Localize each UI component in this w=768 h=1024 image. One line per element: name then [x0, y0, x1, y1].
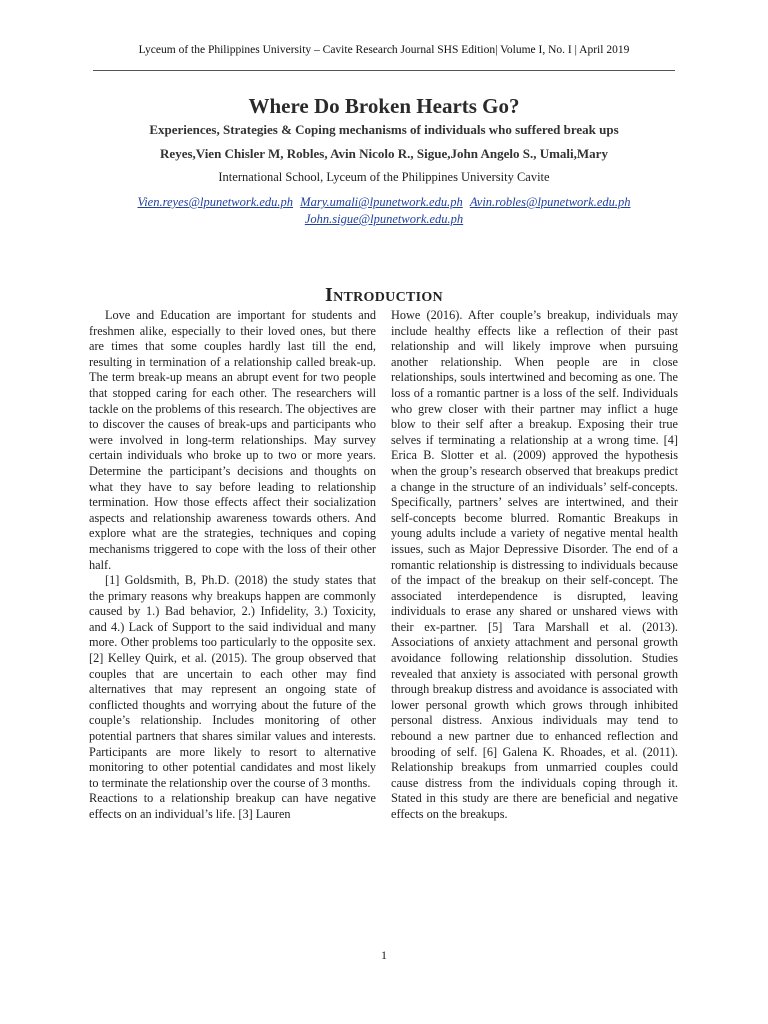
paragraph: Howe (2016). After couple’s breakup, individuals may include healthy effects like a reflection of their past relationship and will likely improve when pursuing another relationship. When people are in close relationships, souls intertwined and becoming as one. The loss of a romantic partner is a loss of the self. Individuals who grew closer with their partner may inflict a huge blow to their self after a breakup. Exposing their true selves if terminating a relationship at a wrong time. [4] Erica B. Slotter et al. (2009) approved the hypothesis when the group’s research observed that breakups predict a change in the structure of an individuals’ self-concepts. Specifically, partners’ selves are intertwined, and their self-concepts become blurred. Romantic Breakups in young adults include a variety of negative mental health issues, such as Major Depressive Disorder. The end of a romantic relationship is distressing to individuals because of the impact of the breakup on their self-concept. The associated interdependence is disrupted, leaving individuals to erase any shared or unshared views with their ex-partner. [5] Tara Marshall et al. (2013). Associations of anxiety attachment and personal growth avoidance following relationship dissolution. Studies revealed that anxiety is associated with personal growth through breakup distress and avoidance is associated with lower personal growth which grows through inhibited personal distress. Anxious individuals may tend to rebound a new partner due to enhanced reflection and brooding of self. [6] Galena K. Rhoades, et al. (2011). Relationship breakups from unmarried couples could cause distress from the individuals coping through it. Stated in this study are there are beneficial and negative effects on the breakups.: [391, 308, 678, 821]
email-link-sigue[interactable]: John.sigue@lpunetwork.edu.ph: [304, 212, 464, 226]
affiliation: International School, Lyceum of the Philippines University Cavite: [218, 170, 550, 184]
page-number: 1: [381, 948, 387, 962]
body-column-left: [89, 308, 376, 823]
running-header: Lyceum of the Philippines University – Cavite Research Journal SHS Edition| Volume I, No. I | April 2019: [138, 44, 630, 56]
paragraph: Reactions to a relationship breakup can have negative effects on an individual’s life. [3] Lauren: [89, 791, 376, 821]
author-list: Reyes,Vien Chisler M, Robles, Avin Nicolo R., Sigue,John Angelo S., Umali,Mary: [160, 146, 608, 161]
section-heading-introduction: Introduction: [325, 284, 443, 306]
email-link-robles[interactable]: Avin.robles@lpunetwork.edu.ph: [469, 195, 631, 209]
email-link-reyes[interactable]: Vien.reyes@lpunetwork.edu.ph: [137, 195, 294, 209]
email-list: [0, 194, 768, 228]
paper-title: Where Do Broken Hearts Go?: [248, 94, 520, 118]
body-column-right: [391, 308, 678, 823]
header-divider: [93, 70, 675, 71]
paper-subtitle: Experiences, Strategies & Coping mechanisms of individuals who suffered break ups: [149, 122, 619, 137]
email-link-umali[interactable]: Mary.umali@lpunetwork.edu.ph: [300, 195, 463, 209]
paragraph: [1] Goldsmith, B, Ph.D. (2018) the study states that the primary reasons why breakups happen are commonly caused by 1.) Bad behavior, 2.) Infidelity, 3.) Toxicity, and 4.) Lack of Support to the said individual and many more. Other problems too particularly to the opposite sex. [2] Kelley Quirk, et al. (2015). The group observed that couples that are uncertain to each other may find alternatives that may represent an ongoing state of conflicted thoughts and worrying about the future of the couple’s relationship. Includes monitoring of other potential partners that shares similar values and interests. Participants are more likely to resort to alternative monitoring to other potential candidates and most likely to terminate the relationship over the course of 3 months.: [89, 573, 376, 790]
paragraph: Love and Education are important for students and freshmen alike, especially to their loved ones, but there are times that some couples hardly last till the end, resulting in termination of a relationship called break-up. The term break-up means an abrupt event for two people that stopped caring for each other. The researchers will tackle on the problems of this research. The objectives are to discover the causes of break-ups and participants who were involved in long-term relationships. May survey certain individuals who broke up to two or more years. Determine the participant’s decisions and thoughts on what they have to say before leading to relationship termination. How those effects affect their socialization aspects and relationship awareness towards others. And explore what are the strategies, techniques and coping mechanisms triggered to cope with the loss of their other half.: [89, 308, 376, 572]
